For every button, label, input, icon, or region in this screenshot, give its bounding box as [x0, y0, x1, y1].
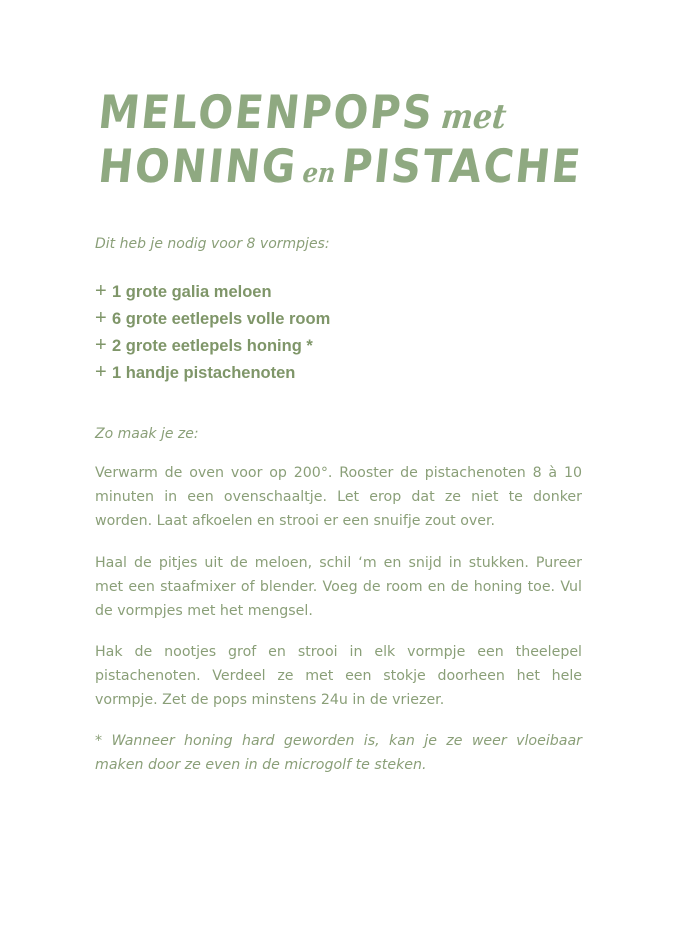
- title-line-2: [95, 139, 601, 202]
- plus-icon: +: [95, 334, 107, 356]
- title-word-pistache: PISTACHE: [339, 139, 585, 194]
- ingredients-intro: Dit heb je nodig voor 8 vormpjes:: [95, 236, 330, 252]
- ingredient-item: [95, 361, 330, 388]
- plus-icon: +: [95, 361, 107, 383]
- plus-icon: +: [95, 307, 107, 329]
- recipe-title: [95, 85, 595, 202]
- title-word-met: met: [439, 97, 509, 137]
- ingredients-list: [95, 280, 330, 388]
- footnote: * Wanneer honing hard geworden is, kan je ze weer vloeibaar maken door ze even in de microgolf te steken.: [95, 733, 582, 773]
- method-step-3: Hak de nootjes grof en strooi in elk vormpje een theelepel pistachenoten. Verdeel ze met een stokje doorheen het hele vormpje. Zet de pops minstens 24u in de vriezer.: [95, 644, 582, 708]
- plus-icon: +: [95, 280, 107, 302]
- ingredient-text: 2 grote eetlepels honing *: [112, 337, 313, 355]
- title-word-honing: HONING: [95, 139, 301, 194]
- ingredient-item: [95, 307, 330, 334]
- method-step-2: Haal de pitjes uit de meloen, schil ‘m en snijd in stukken. Pureer met een staafmixer of blender. Voeg de room en de honing toe. Vul de vormpjes met het mengsel.: [95, 555, 582, 619]
- ingredient-text: 6 grote eetlepels volle room: [112, 310, 331, 328]
- title-word-meloenpops: MELOENPOPS: [95, 85, 437, 140]
- method-heading: Zo maak je ze:: [95, 426, 199, 442]
- ingredient-item: [95, 334, 330, 361]
- ingredient-text: 1 handje pistachenoten: [112, 364, 296, 382]
- ingredient-item: [95, 280, 330, 307]
- method-step-1: Verwarm de oven voor op 200°. Rooster de pistachenoten 8 à 10 minuten in een ovenschaaltje. Let erop dat ze niet te donker worden. Laat afkoelen en strooi er een snuifje zout over.: [95, 465, 582, 529]
- ingredient-text: 1 grote galia meloen: [112, 283, 272, 301]
- title-word-en: en: [301, 156, 338, 189]
